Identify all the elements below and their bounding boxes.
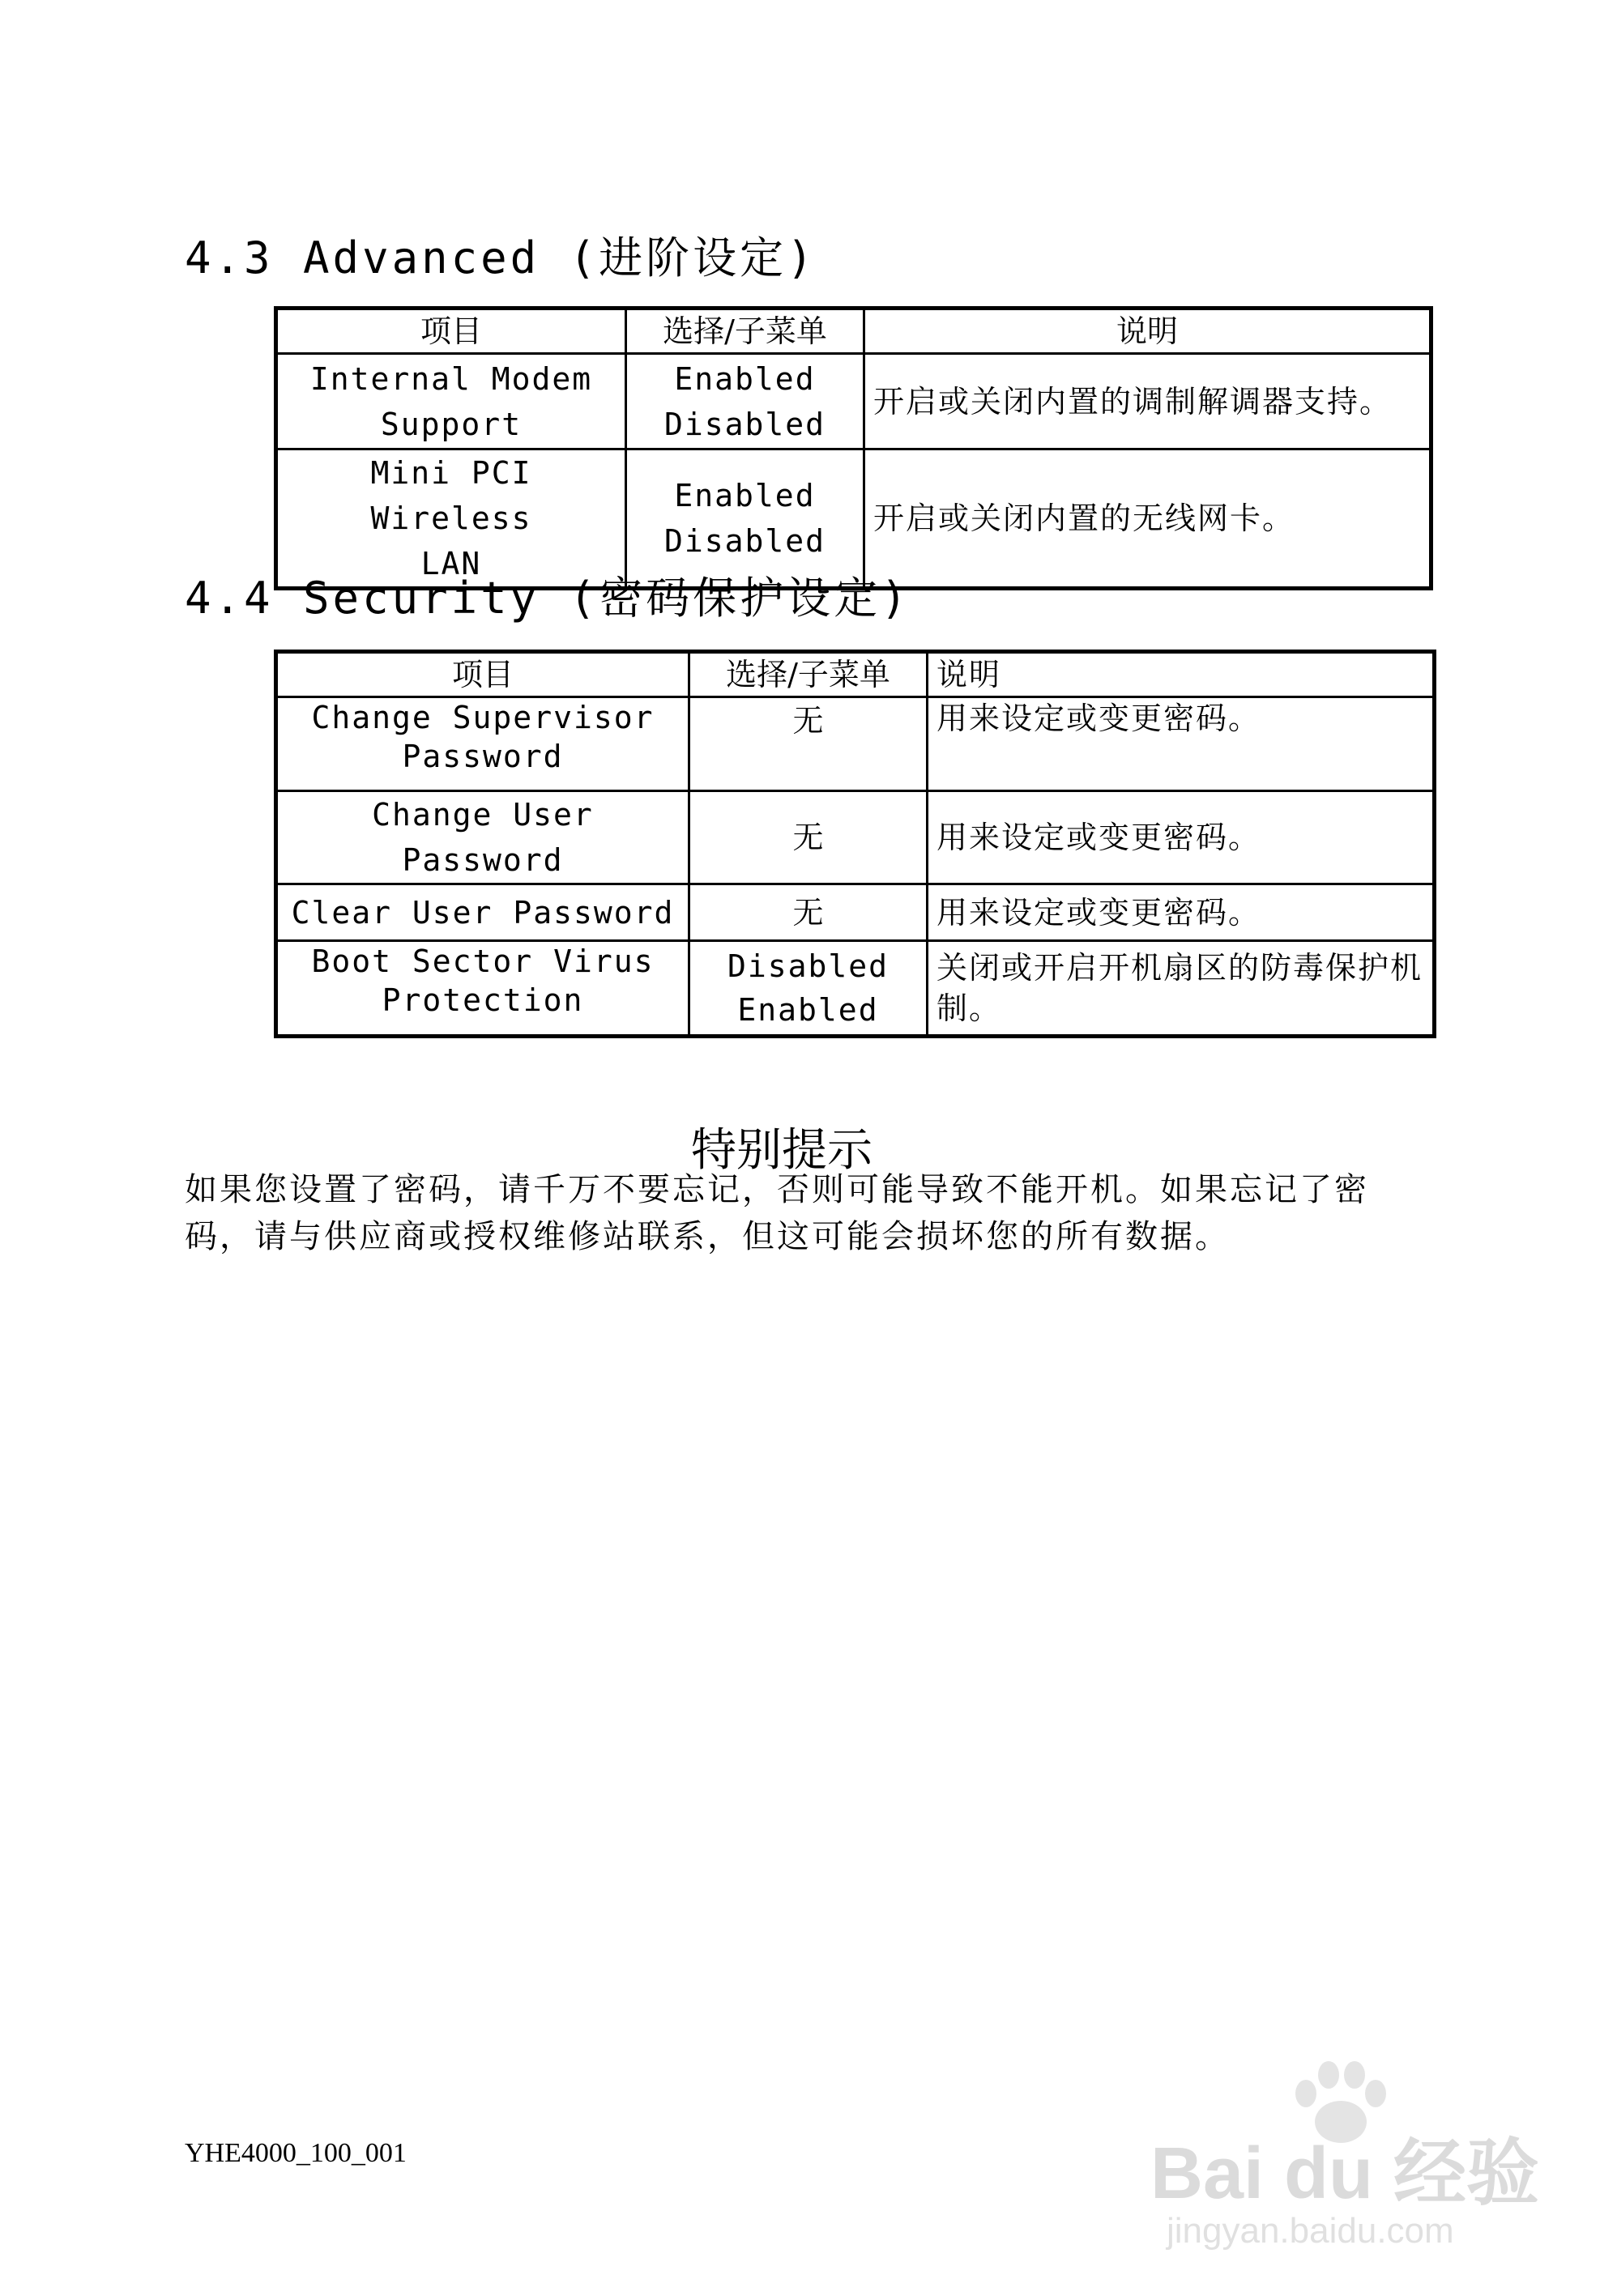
watermark-url: jingyan.baidu.com [1167,2211,1454,2251]
description-cell: 用来设定或变更密码。 [928,791,1435,884]
column-header-item: 项目 [276,652,689,697]
notice-body: 如果您设置了密码，请千万不要忘记，否则可能导致不能开机。如果忘记了密码，请与供应商或授权维修站联系，但这可能会损坏您的所有数据。 [185,1171,1369,1255]
advanced-table [274,306,1433,590]
option-value: 无 [792,894,824,931]
item-label-line: Internal Modem [309,360,593,397]
options-cell [689,941,928,1037]
item-label-line: Boot Sector Virus [311,944,655,979]
option-value: Disabled [727,948,890,984]
table-row [276,697,1435,791]
table-row [276,791,1435,884]
table-row [276,354,1431,449]
description-cell: 开启或关闭内置的调制解调器支持。 [864,354,1431,449]
baidu-jingyan-watermark [1150,2057,1539,2251]
notice-title: 特别提示 [691,1124,872,1177]
column-header-options: 选择/子菜单 [689,652,928,697]
option-value: Enabled [737,992,879,1028]
option-value: Disabled [663,406,826,442]
document-code: YHE4000_100_001 [185,2138,407,2168]
table-header-row [276,652,1435,697]
option-value: 无 [792,820,824,855]
option-value: Enabled [674,360,816,397]
description-cell: 开启或关闭内置的无线网卡。 [864,449,1431,589]
column-header-description: 说明 [928,652,1435,697]
section-heading-security: 4.4 Security (密码保护设定) [185,573,911,624]
options-cell [626,449,864,589]
item-cell [276,449,626,589]
description-cell: 用来设定或变更密码。 [928,697,1435,791]
options-cell [689,791,928,884]
item-cell [276,697,689,791]
option-value: 无 [792,703,824,739]
column-header-options: 选择/子菜单 [626,309,864,354]
table-header-row [276,309,1431,354]
option-value: Disabled [663,523,826,559]
description-cell: 关闭或开启开机扇区的防毒保护机制。 [928,941,1435,1037]
watermark-brand: Bai du 经验 [1150,2133,1540,2214]
item-cell [276,791,689,884]
item-label-line: LAN [420,546,482,581]
item-cell [276,941,689,1037]
column-header-description: 说明 [864,309,1431,354]
security-table [274,650,1436,1038]
column-header-item: 项目 [276,309,626,354]
table-row [276,884,1435,941]
table-row [276,941,1435,1037]
item-label-line: Change Supervisor [311,700,655,735]
item-cell [276,884,689,941]
item-label-line: Change User Password [372,797,594,878]
item-label-line: Password [402,739,564,774]
option-value: Enabled [674,478,816,513]
item-label-line: Protection [382,982,584,1018]
section-heading-advanced: 4.3 Advanced (进阶设定) [185,232,817,283]
item-label-line: Support [380,406,523,442]
options-cell [689,884,928,941]
item-label-line: Clear User Password [291,894,675,931]
item-cell [276,354,626,449]
options-cell [689,697,928,791]
options-cell [626,354,864,449]
item-label-line: Mini PCI Wireless [370,455,532,536]
description-cell: 用来设定或变更密码。 [928,884,1435,941]
table-row [276,449,1431,589]
